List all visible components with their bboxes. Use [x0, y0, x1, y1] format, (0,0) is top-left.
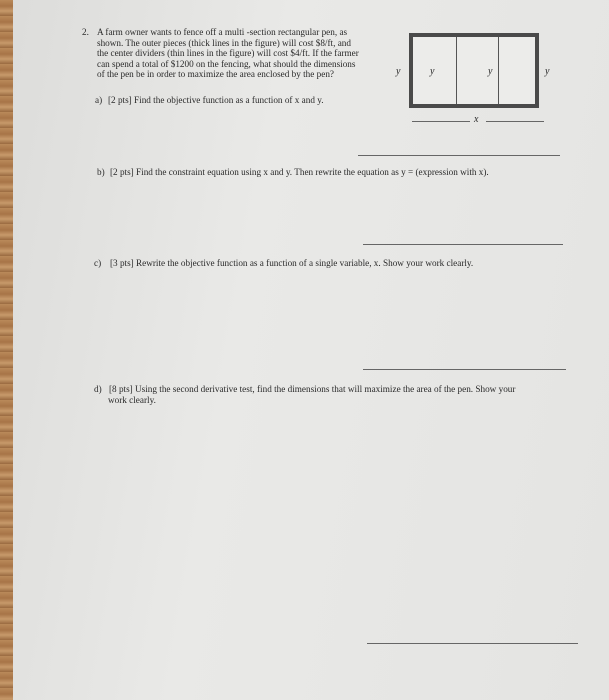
part-d-text-cont: work clearly. [108, 395, 156, 405]
part-c-text: [3 pts] Rewrite the objective function as a function of a single variable, x. Show your work clearly. [110, 258, 474, 268]
label-y: y [430, 66, 435, 77]
answer-line-c[interactable] [363, 369, 566, 370]
answer-line-a[interactable] [358, 155, 560, 156]
question-line: the center dividers (thin lines in the figure) will cost $4/ft. If the farmer [97, 48, 359, 58]
question-number: 2. [82, 27, 89, 37]
answer-line-b[interactable] [363, 244, 563, 245]
table-edge [0, 0, 13, 700]
label-y: y [488, 66, 493, 77]
arrow-left [412, 121, 470, 122]
question-line: A farm owner wants to fence off a multi -section rectangular pen, as [97, 27, 348, 37]
question-line: of the pen be in order to maximize the area enclosed by the pen? [97, 69, 334, 79]
arrow-right [486, 121, 544, 122]
pen-outer-fence [409, 33, 539, 108]
label-y: y [396, 66, 401, 77]
part-d-text: [8 pts] Using the second derivative test, find the dimensions that will maximize the area of the pen. Show your [109, 384, 516, 394]
answer-line-d[interactable] [367, 643, 578, 644]
pen-divider [498, 37, 499, 104]
label-y: y [545, 66, 550, 77]
part-a-label: a) [95, 95, 103, 105]
label-x: x [474, 114, 479, 125]
pen-divider [456, 37, 457, 104]
part-a-text: [2 pts] Find the objective function as a function of x and y. [108, 95, 324, 105]
part-b-label: b) [97, 167, 105, 177]
part-b-text: [2 pts] Find the constraint equation using x and y. Then rewrite the equation as y = (expression with x). [110, 167, 489, 177]
part-d-label: d) [94, 384, 102, 394]
part-c-label: c) [94, 258, 102, 268]
question-line: shown. The outer pieces (thick lines in the figure) will cost $8/ft, and [97, 37, 351, 48]
question-line: can spend a total of $1200 on the fencing, what should the dimensions [97, 58, 356, 69]
